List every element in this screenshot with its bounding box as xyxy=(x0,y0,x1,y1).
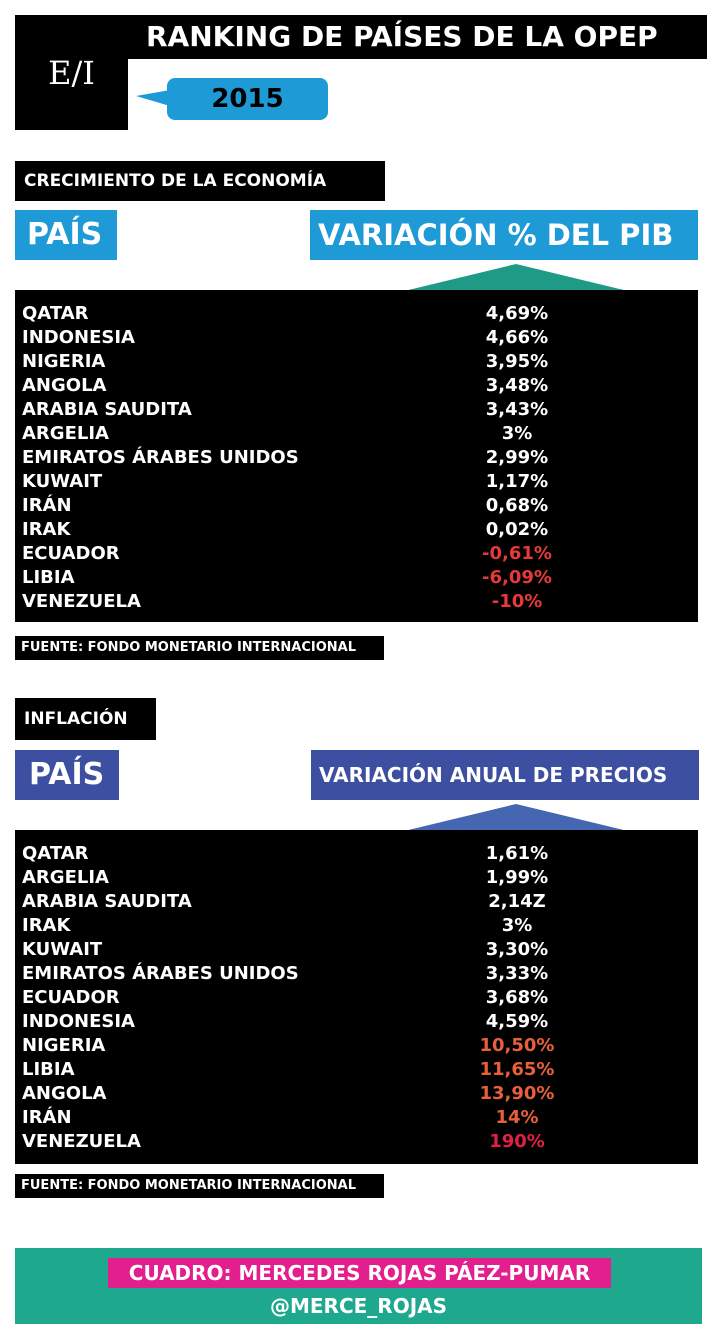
table-row xyxy=(15,302,698,326)
country-name: KUWAIT xyxy=(22,471,103,492)
year-bubble-tail xyxy=(136,90,170,106)
value-cell: 190% xyxy=(489,1131,545,1152)
table-row xyxy=(15,938,698,962)
table-row xyxy=(15,422,698,446)
table-row xyxy=(15,1058,698,1082)
table-row xyxy=(15,986,698,1010)
value-cell: 3% xyxy=(501,915,533,936)
value-cell: 2,14Z xyxy=(488,891,546,912)
country-name: ARGELIA xyxy=(22,867,109,888)
header-arrow-inflation xyxy=(400,804,632,832)
country-name: KUWAIT xyxy=(22,939,103,960)
value-cell: 10,50% xyxy=(479,1035,555,1056)
column-header-country: PAÍS xyxy=(15,750,119,800)
table-row xyxy=(15,470,698,494)
table-row xyxy=(15,398,698,422)
value-cell: 3,33% xyxy=(485,963,549,984)
table-row xyxy=(15,350,698,374)
value-cell: 14% xyxy=(495,1107,539,1128)
column-header-price-variation: VARIACIÓN ANUAL DE PRECIOS xyxy=(311,750,699,800)
country-name: NIGERIA xyxy=(22,351,106,372)
source-note-inflation: FUENTE: FONDO MONETARIO INTERNACIONAL xyxy=(15,1174,384,1198)
section-title-growth: CRECIMIENTO DE LA ECONOMÍA xyxy=(15,161,385,201)
year-badge: 2015 xyxy=(167,78,328,120)
value-cell: 2,99% xyxy=(485,447,549,468)
country-name: IRÁN xyxy=(22,1107,72,1128)
table-row xyxy=(15,326,698,350)
value-cell: 11,65% xyxy=(479,1059,555,1080)
value-cell: 4,59% xyxy=(485,1011,549,1032)
value-cell: 3,30% xyxy=(485,939,549,960)
value-cell: -0,61% xyxy=(482,543,552,564)
country-name: INDONESIA xyxy=(22,327,135,348)
table-row xyxy=(15,866,698,890)
value-cell: 3,68% xyxy=(485,987,549,1008)
value-cell: 13,90% xyxy=(479,1083,555,1104)
country-name: INDONESIA xyxy=(22,1011,135,1032)
table-row xyxy=(15,842,698,866)
value-cell: 1,61% xyxy=(485,843,549,864)
table-row xyxy=(15,1130,698,1154)
value-cell: 4,66% xyxy=(485,327,549,348)
table-row xyxy=(15,962,698,986)
country-name: EMIRATOS ÁRABES UNIDOS xyxy=(22,447,299,468)
country-name: IRÁN xyxy=(22,495,72,516)
table-row xyxy=(15,590,698,614)
country-name: VENEZUELA xyxy=(22,591,141,612)
inflation-table xyxy=(15,830,698,1164)
table-row xyxy=(15,566,698,590)
table-row xyxy=(15,1106,698,1130)
author-handle: @MERCE_ROJAS xyxy=(269,1294,448,1318)
value-cell: 3,95% xyxy=(485,351,549,372)
page-title: RANKING DE PAÍSES DE LA OPEP xyxy=(128,15,707,59)
value-cell: 1,99% xyxy=(485,867,549,888)
country-name: QATAR xyxy=(22,843,89,864)
value-cell: 3% xyxy=(501,423,533,444)
author-credit: CUADRO: MERCEDES ROJAS PÁEZ-PUMAR xyxy=(108,1258,611,1288)
country-name: QATAR xyxy=(22,303,89,324)
country-name: ARABIA SAUDITA xyxy=(22,891,192,912)
country-name: NIGERIA xyxy=(22,1035,106,1056)
country-name: IRAK xyxy=(22,915,71,936)
table-row xyxy=(15,494,698,518)
country-name: EMIRATOS ÁRABES UNIDOS xyxy=(22,963,299,984)
growth-table xyxy=(15,290,698,622)
column-header-country: PAÍS xyxy=(15,210,117,260)
country-name: ANGOLA xyxy=(22,375,107,396)
value-cell: -10% xyxy=(491,591,543,612)
table-row xyxy=(15,1010,698,1034)
table-row xyxy=(15,914,698,938)
country-name: LIBIA xyxy=(22,1059,75,1080)
table-row xyxy=(15,518,698,542)
country-name: ECUADOR xyxy=(22,987,120,1008)
country-name: ECUADOR xyxy=(22,543,120,564)
value-cell: 0,68% xyxy=(485,495,549,516)
table-row xyxy=(15,374,698,398)
logo: E/I xyxy=(15,15,128,130)
source-note-growth: FUENTE: FONDO MONETARIO INTERNACIONAL xyxy=(15,636,384,660)
country-name: ARABIA SAUDITA xyxy=(22,399,192,420)
value-cell: -6,09% xyxy=(482,567,552,588)
country-name: ANGOLA xyxy=(22,1083,107,1104)
table-row xyxy=(15,1034,698,1058)
value-cell: 1,17% xyxy=(485,471,549,492)
country-name: ARGELIA xyxy=(22,423,109,444)
section-title-inflation: INFLACIÓN xyxy=(15,698,156,740)
country-name: LIBIA xyxy=(22,567,75,588)
value-cell: 3,48% xyxy=(485,375,549,396)
table-row xyxy=(15,542,698,566)
value-cell: 3,43% xyxy=(485,399,549,420)
country-name: VENEZUELA xyxy=(22,1131,141,1152)
country-name: IRAK xyxy=(22,519,71,540)
table-row xyxy=(15,1082,698,1106)
value-cell: 0,02% xyxy=(485,519,549,540)
table-row xyxy=(15,890,698,914)
header-arrow-growth xyxy=(400,264,632,292)
value-cell: 4,69% xyxy=(485,303,549,324)
column-header-gdp-variation: VARIACIÓN % DEL PIB xyxy=(310,210,698,260)
table-row xyxy=(15,446,698,470)
